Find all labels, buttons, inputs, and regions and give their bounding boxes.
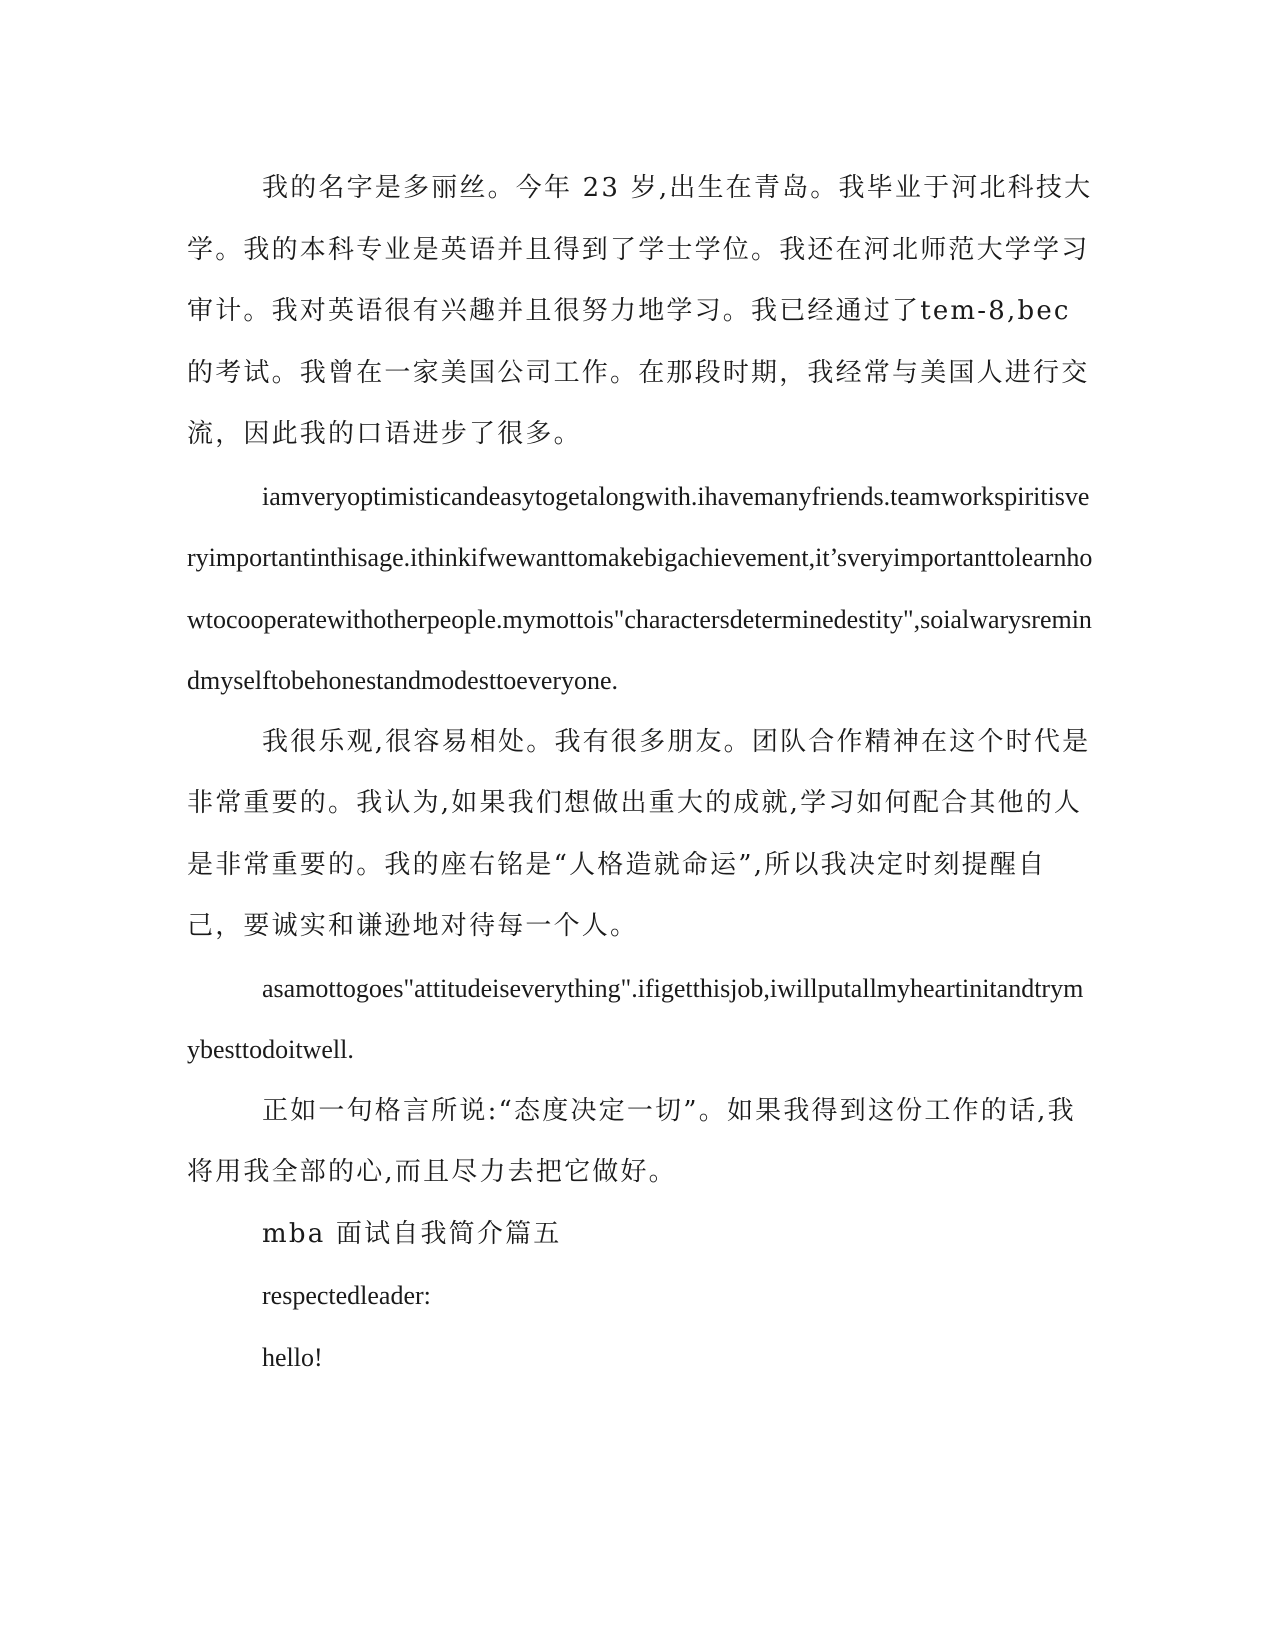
- paragraph-motto-zh: 正如一句格言所说:“态度决定一切”。如果我得到这份工作的话,我将用我全部的心,而且尽力去把它做好。: [187, 1095, 1076, 1187]
- paragraph-motto-en: asamottogoes"attitudeiseverything".ifigetthisjob,iwillputallmyheartinitandtrymybesttodoitwell.: [187, 973, 1084, 1064]
- document-body: [187, 158, 1095, 1388]
- paragraph-personality-en: iamveryoptimisticandeasytogetalongwith.ihavemanyfriends.teamworkspiritisveryimportantinthisage.ithinkifwewanttomakebigachievement,it’sveryimportanttolearnhowtocooperatewithotherpeople.mymottois"charactersdeterminedestity",soialwarysremindmyselftobehonestandmodesttoeveryone.: [187, 481, 1093, 695]
- paragraph-intro-zh: 我的名字是多丽丝。今年 23 岁,出生在青岛。我毕业于河北科技大学。我的本科专业是英语并且得到了学士学位。我还在河北师范大学学习审计。我对英语很有兴趣并且很努力地学习。我已经通过了tem-8,bec 的考试。我曾在一家美国公司工作。在那段时期，我经常与美国人进行交流，因此我的口语进步了很多。: [187, 173, 1093, 449]
- salutation-line: respectedleader:: [262, 1281, 431, 1310]
- paragraph-personality-zh: 我很乐观,很容易相处。我有很多朋友。团队合作精神在这个时代是非常重要的。我认为,如果我们想做出重大的成就,学习如何配合其他的人是非常重要的。我的座右铭是“人格造就命运”,所以我决定时刻提醒自己，要诚实和谦逊地对待每一个人。: [187, 726, 1091, 941]
- greeting-line: hello!: [262, 1342, 323, 1372]
- section-heading: mba 面试自我简介篇五: [262, 1218, 562, 1249]
